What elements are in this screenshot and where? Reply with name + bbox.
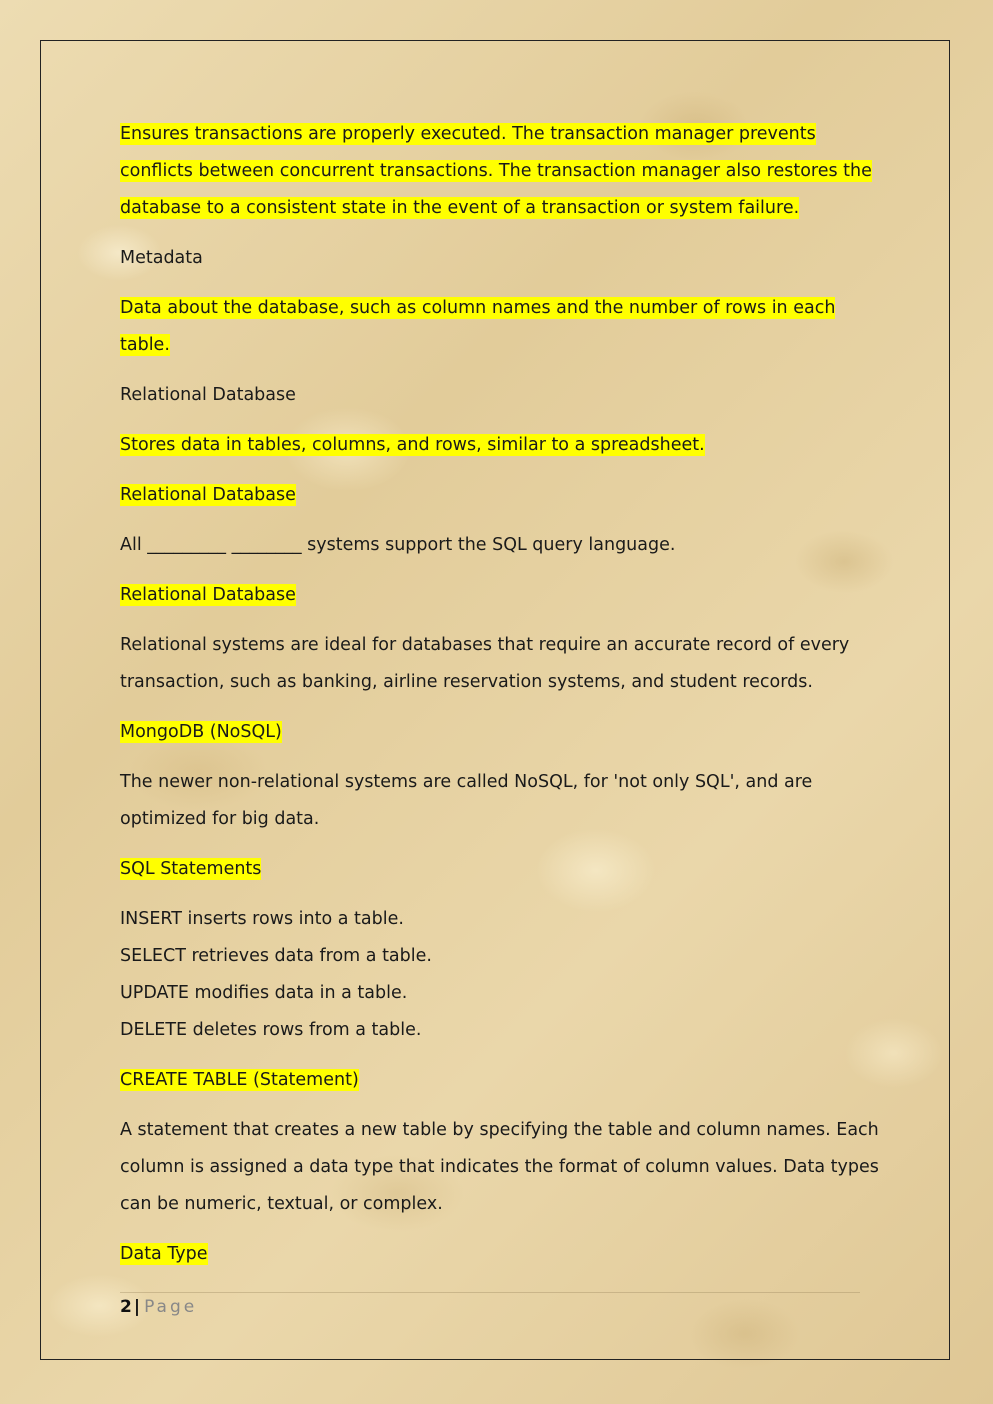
paragraph-term: [120, 851, 880, 888]
paragraph-term: [120, 714, 880, 751]
question-text: All _________ ________ systems support the SQL query language.: [120, 535, 676, 555]
footer-separator: |: [133, 1297, 141, 1317]
paragraph-term: [120, 1236, 880, 1273]
paragraph-definition: [120, 627, 880, 701]
paragraph-definition: [120, 1112, 880, 1223]
highlighted-text: Ensures transactions are properly executed. The transaction manager prevents conflicts between concurrent transactions. The transaction manager also restores the database to a consistent state in the event of a transaction or system failure.: [120, 124, 872, 218]
body-text: DELETE deletes rows from a table.: [120, 1020, 422, 1040]
term-text: Relational Database: [120, 385, 296, 405]
paragraph-term: [120, 477, 880, 514]
page-footer: [120, 1292, 860, 1317]
term-text: Metadata: [120, 248, 203, 268]
paragraph-term: [120, 1062, 880, 1099]
paragraph-term: [120, 240, 880, 277]
paragraph-term: [120, 377, 880, 414]
page-label: Page: [144, 1297, 198, 1317]
paragraph-definition: [120, 290, 880, 364]
highlighted-text: Relational Database: [120, 585, 296, 605]
body-text: Relational systems are ideal for databases that require an accurate record of every transaction, such as banking, airline reservation systems, and student records.: [120, 635, 850, 692]
body-text: SELECT retrieves data from a table.: [120, 946, 432, 966]
body-text: UPDATE modifies data in a table.: [120, 983, 408, 1003]
list-item: [120, 938, 880, 975]
paragraph-term: [120, 577, 880, 614]
body-text: INSERT inserts rows into a table.: [120, 909, 404, 929]
highlighted-text: Stores data in tables, columns, and rows, similar to a spreadsheet.: [120, 435, 705, 455]
highlighted-text: Data Type: [120, 1244, 208, 1264]
highlighted-text: SQL Statements: [120, 859, 262, 879]
list-item: [120, 901, 880, 938]
paragraph-transaction-manager: [120, 116, 880, 227]
paragraph-fill-blank: [120, 527, 880, 564]
paragraph-definition: [120, 427, 880, 464]
body-text: A statement that creates a new table by specifying the table and column names. Each column is assigned a data type that indicates the format of column values. Data types can be numeric, textual, or complex.: [120, 1120, 879, 1214]
highlighted-text: MongoDB (NoSQL): [120, 722, 282, 742]
highlighted-text: Data about the database, such as column names and the number of rows in each table.: [120, 298, 836, 355]
body-text: The newer non-relational systems are called NoSQL, for 'not only SQL', and are optimized for big data.: [120, 772, 813, 829]
highlighted-text: Relational Database: [120, 485, 296, 505]
list-item: [120, 1012, 880, 1049]
highlighted-text: CREATE TABLE (Statement): [120, 1070, 359, 1090]
page-number: 2: [120, 1297, 132, 1317]
document-body: [120, 116, 880, 1286]
list-item: [120, 975, 880, 1012]
paragraph-definition: [120, 764, 880, 838]
